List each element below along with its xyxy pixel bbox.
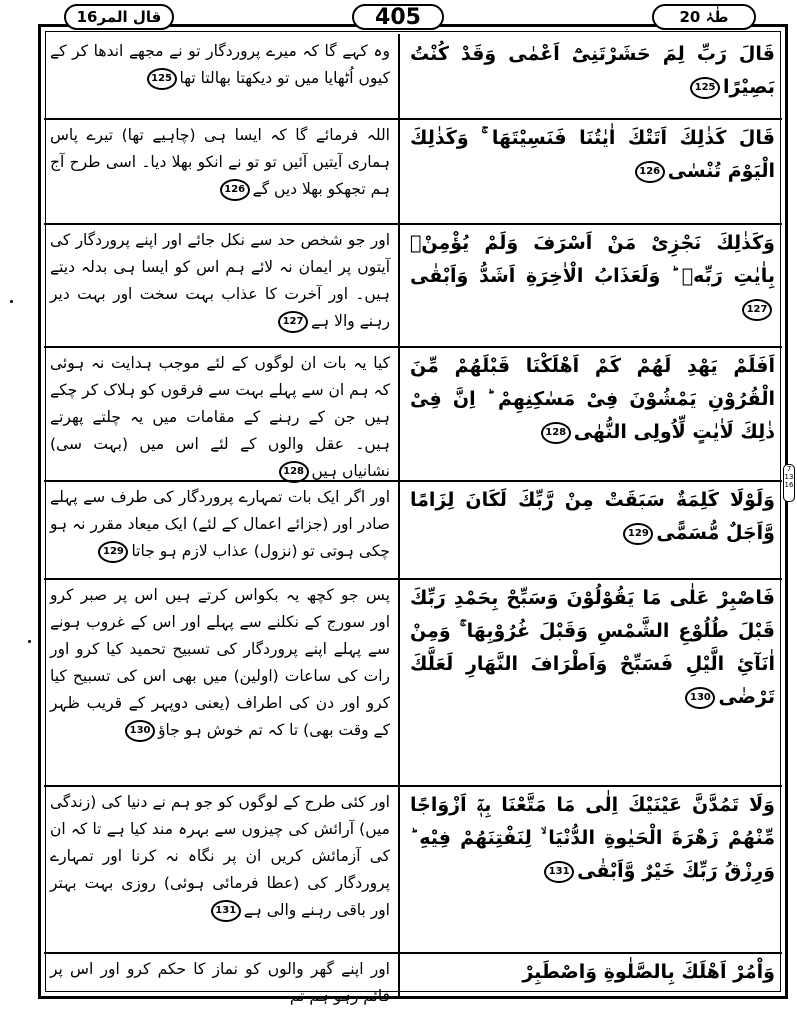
ayah-number-marker: 125 <box>690 77 720 99</box>
ayah-number-marker: 127 <box>742 299 772 321</box>
arabic-verse <box>410 484 775 550</box>
ayah-number-marker: 131 <box>544 861 574 883</box>
column-divider <box>398 34 400 996</box>
ayah-number-marker: 127 <box>278 311 308 333</box>
ruku-margin-mark: 7 13 16 <box>783 464 795 502</box>
arabic-verse <box>410 227 775 326</box>
arabic-verse-text: وَلَا تَمُدَّنَّ عَیْنَیْكَ اِلٰی مَا مَتَّعْنَا بِهٖٓ اَزْوَاجًا مِّنْهُمْ زَهْرَةَ الْحَیٰوةِ الدُّنْیَا ۙ لِنَفْتِنَهُمْ فِیْهِ ؕ وَرِزْقُ رَبِّكَ خَیْرٌ وَّاَبْقٰی <box>410 794 775 882</box>
scan-speck <box>28 640 31 643</box>
urdu-translation-text: کیا یہ بات ان لوگوں کے لئے موجب ہدایت نہ ہوئی کہ ہم ان سے پہلے بہت سے فرقوں کو ہلاک کر چکے ہیں جن کے رہنے کے مقامات میں یہ چلتے پھرتے ہیں۔ عقل والوں کے لئے اس میں (بہت سی) نشانیاں ہیں <box>50 354 390 480</box>
urdu-translation <box>50 122 390 203</box>
ayah-number-marker: 128 <box>279 461 309 483</box>
arabic-verse-text: قَالَ كَذٰلِكَ اَتَتْكَ اٰیٰتُنَا فَنَسِیْتَهَا ۚ وَكَذٰلِكَ الْیَوْمَ تُنْسٰی <box>410 127 775 182</box>
page-number: 405 <box>352 4 444 30</box>
urdu-translation <box>50 956 390 1010</box>
ayah-number-marker: 130 <box>685 687 715 709</box>
section-separator <box>44 118 782 120</box>
urdu-translation <box>50 484 390 565</box>
ayah-number-marker: 129 <box>98 541 128 563</box>
urdu-translation-text: اور اگر ایک بات تمہارے پروردگار کی طرف سے پہلے صادر اور (جزائے اعمال کے لئے) ایک میعاد مقرر نہ ہو چکی ہوتی تو (نزول) عذاب لازم ہو جاتا <box>50 488 390 560</box>
arabic-verse-text: وَاْمُرْ اَهْلَكَ بِالصَّلٰوةِ وَاصْطَبِرْ <box>522 961 775 983</box>
section-separator <box>44 952 782 954</box>
urdu-translation-text: اللہ فرمائے گا کہ ایسا ہی (چاہیے تھا) تیرے پاس ہماری آیتیں آئیں تو تو نے انکو بھلا دیا۔ اسی طرح آج ہم تجھکو بھلا دیں گے <box>50 126 390 198</box>
urdu-translation-text: اور کئی طرح کے لوگوں کو جو ہم نے دنیا کی (زندگی میں) آرائش کی چیزوں سے بہرہ مند کیا ہے تا کہ ان کی آزمائش کریں ان پر نگاہ نہ کرنا اور تمہارے پروردگار کی (عطا فرمائی ہوئی) روزی بہت بہتر اور باقی رہنے والی ہے <box>50 793 390 919</box>
urdu-translation-text: پس جو کچھ یہ بکواس کرتے ہیں اس پر صبر کرو اور سورج کے نکلنے سے پہلے اور اس کے غروب ہونے سے پہلے اپنے پروردگار کی تسبیح تحمید کیا کرو اور رات کی ساعات (اولین) میں بھی اس کی تسبیح کیا کرو اور دن کی اطراف (یعنی دوپہر کے قریب ظہر کے وقت بھی) تا کہ تم خوش ہو جاؤ <box>50 586 390 739</box>
arabic-verse <box>410 582 775 714</box>
arabic-verse <box>410 122 775 188</box>
para-name-label: قال المر16 <box>64 4 174 30</box>
urdu-translation <box>50 38 390 92</box>
urdu-translation-text: اور اپنے گھر والوں کو نماز کا حکم کرو اور اس پر قائم رہو ہم تم <box>50 960 390 1005</box>
arabic-verse-text: وَلَوْلَا كَلِمَةٌ سَبَقَتْ مِنْ رَّبِّكَ لَكَانَ لِزَامًا وَّاَجَلٌ مُّسَمًّی <box>410 489 775 544</box>
section-separator <box>44 223 782 225</box>
urdu-translation <box>50 227 390 335</box>
arabic-verse <box>410 789 775 888</box>
section-separator <box>44 346 782 348</box>
surah-name-label: طٰہٰ 20 <box>652 4 756 30</box>
urdu-translation <box>50 789 390 924</box>
urdu-translation-text: اور جو شخص حد سے نکل جائے اور اپنے پروردگار کی آیتوں پر ایمان نہ لائے ہم اس کو ایسا ہی بدلہ دیتے ہیں۔ اور آخرت کا عذاب بہت سخت اور بہت دیر رہنے والا ہے <box>50 231 390 330</box>
urdu-translation <box>50 582 390 744</box>
ayah-number-marker: 131 <box>211 900 241 922</box>
arabic-verse <box>410 38 775 104</box>
ayah-number-marker: 126 <box>635 161 665 183</box>
section-separator <box>44 785 782 787</box>
arabic-verse-text: وَكَذٰلِكَ نَجْزِیْ مَنْ اَسْرَفَ وَلَمْ یُؤْمِنْۢ بِاٰیٰتِ رَبِّهٖ ؕ وَلَعَذَابُ الْاٰخِرَةِ اَشَدُّ وَاَبْقٰی <box>410 232 775 287</box>
arabic-verse <box>410 350 775 449</box>
ayah-number-marker: 126 <box>220 179 250 201</box>
urdu-translation-text: وہ کہے گا کہ میرے پروردگار تو نے مجھے اندھا کر کے کیوں اُٹھایا میں تو دیکھتا بھالتا تھا <box>50 42 390 87</box>
scan-speck <box>10 300 13 303</box>
ayah-number-marker: 129 <box>623 523 653 545</box>
arabic-verse-text: قَالَ رَبِّ لِمَ حَشَرْتَنِیْٓ اَعْمٰی وَقَدْ كُنْتُ بَصِیْرًا <box>410 43 775 98</box>
ayah-number-marker: 125 <box>147 68 177 90</box>
urdu-translation <box>50 350 390 485</box>
section-separator <box>44 578 782 580</box>
arabic-verse-text: فَاصْبِرْ عَلٰی مَا یَقُوْلُوْنَ وَسَبِّحْ بِحَمْدِ رَبِّكَ قَبْلَ طُلُوْعِ الشَّمْسِ وَقَبْلَ غُرُوْبِهَا ۚ وَمِنْ اٰنَآئِ الَّیْلِ فَسَبِّحْ وَاَطْرَافَ النَّهَارِ لَعَلَّكَ تَرْضٰی <box>410 587 775 708</box>
section-separator <box>44 480 782 482</box>
ayah-number-marker: 128 <box>541 422 571 444</box>
arabic-verse-text: اَفَلَمْ یَهْدِ لَهُمْ كَمْ اَهْلَكْنَا قَبْلَهُمْ مِّنَ الْقُرُوْنِ یَمْشُوْنَ فِیْ مَسٰكِنِهِمْ ؕ اِنَّ فِیْ ذٰلِكَ لَاٰیٰتٍ لِّاُولِی النُّهٰی <box>410 355 775 443</box>
ayah-number-marker: 130 <box>125 720 155 742</box>
arabic-verse <box>410 956 775 989</box>
